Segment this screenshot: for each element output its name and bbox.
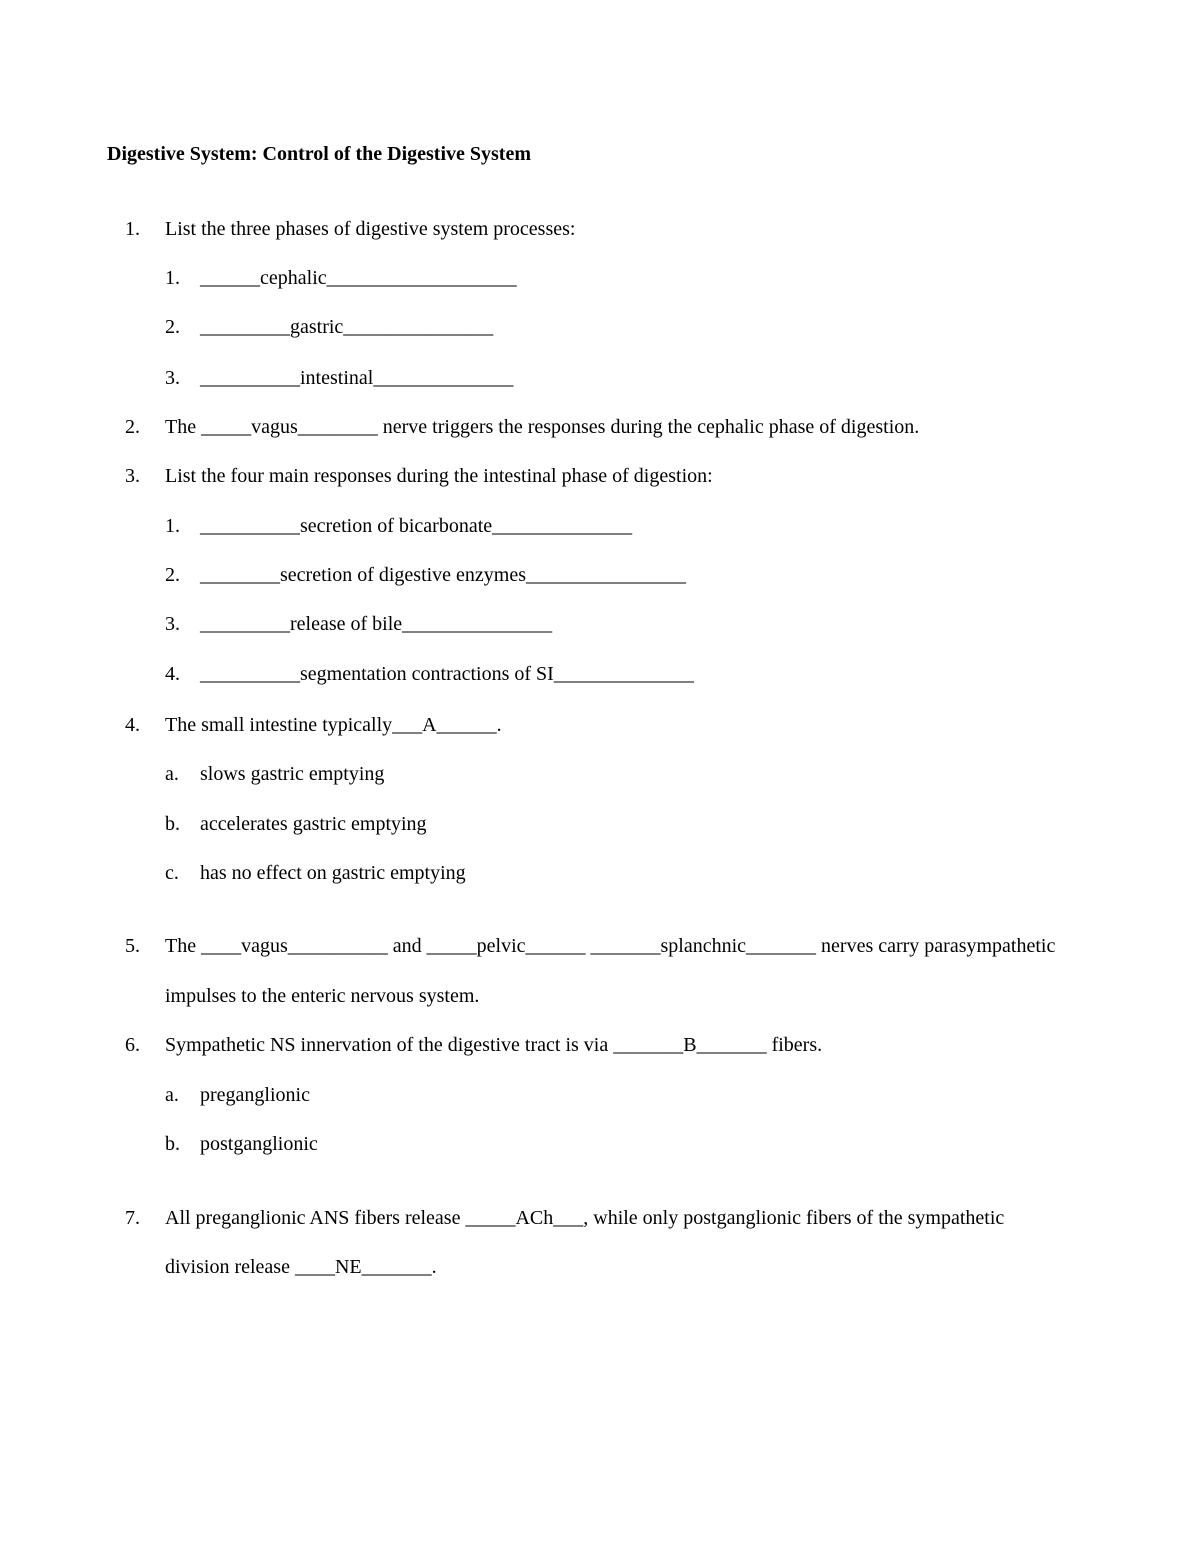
answer-text: _________release of bile_______________ (200, 613, 553, 635)
question-text-continued: impulses to the enteric nervous system. (165, 985, 480, 1007)
answer-number: 1. (165, 515, 180, 537)
answer-text: ________secretion of digestive enzymes________________ (200, 564, 687, 586)
question-number: 3. (125, 465, 140, 487)
answer-number: 2. (165, 316, 180, 338)
option-text: accelerates gastric emptying (200, 813, 427, 835)
option-letter: c. (165, 862, 179, 884)
answer-text: ______cephalic___________________ (200, 267, 517, 289)
question-number: 6. (125, 1034, 140, 1056)
page-title: Digestive System: Control of the Digestive System (107, 143, 531, 165)
option-letter: a. (165, 1084, 179, 1106)
question-number: 7. (125, 1207, 140, 1229)
answer-text: __________secretion of bicarbonate______________ (200, 515, 633, 537)
option-letter: a. (165, 763, 179, 785)
option-letter: b. (165, 1133, 180, 1155)
answer-text: __________intestinal______________ (200, 367, 514, 389)
option-text: preganglionic (200, 1084, 310, 1106)
option-text: has no effect on gastric emptying (200, 862, 466, 884)
question-number: 2. (125, 416, 140, 438)
option-letter: b. (165, 813, 180, 835)
answer-text: _________gastric_______________ (200, 316, 494, 338)
answer-number: 3. (165, 613, 180, 635)
question-text: The ____vagus__________ and _____pelvic______ _______splanchnic_______ nerves carry parasympathetic (165, 935, 1056, 957)
question-text: All preganglionic ANS fibers release _____ACh___, while only postganglionic fibers of the sympathetic (165, 1207, 1005, 1229)
answer-number: 2. (165, 564, 180, 586)
answer-number: 4. (165, 663, 180, 685)
question-number: 5. (125, 935, 140, 957)
answer-number: 3. (165, 367, 180, 389)
question-text: List the four main responses during the intestinal phase of digestion: (165, 465, 713, 487)
answer-number: 1. (165, 267, 180, 289)
question-number: 4. (125, 714, 140, 736)
option-text: slows gastric emptying (200, 763, 385, 785)
question-text: The _____vagus________ nerve triggers the responses during the cephalic phase of digestion. (165, 416, 920, 438)
question-text: List the three phases of digestive system processes: (165, 218, 576, 240)
question-number: 1. (125, 218, 140, 240)
option-text: postganglionic (200, 1133, 318, 1155)
question-text: Sympathetic NS innervation of the digestive tract is via _______B_______ fibers. (165, 1034, 823, 1056)
question-text-continued: division release ____NE_______. (165, 1256, 437, 1278)
question-text: The small intestine typically___A______. (165, 714, 502, 736)
answer-text: __________segmentation contractions of SI______________ (200, 663, 694, 685)
